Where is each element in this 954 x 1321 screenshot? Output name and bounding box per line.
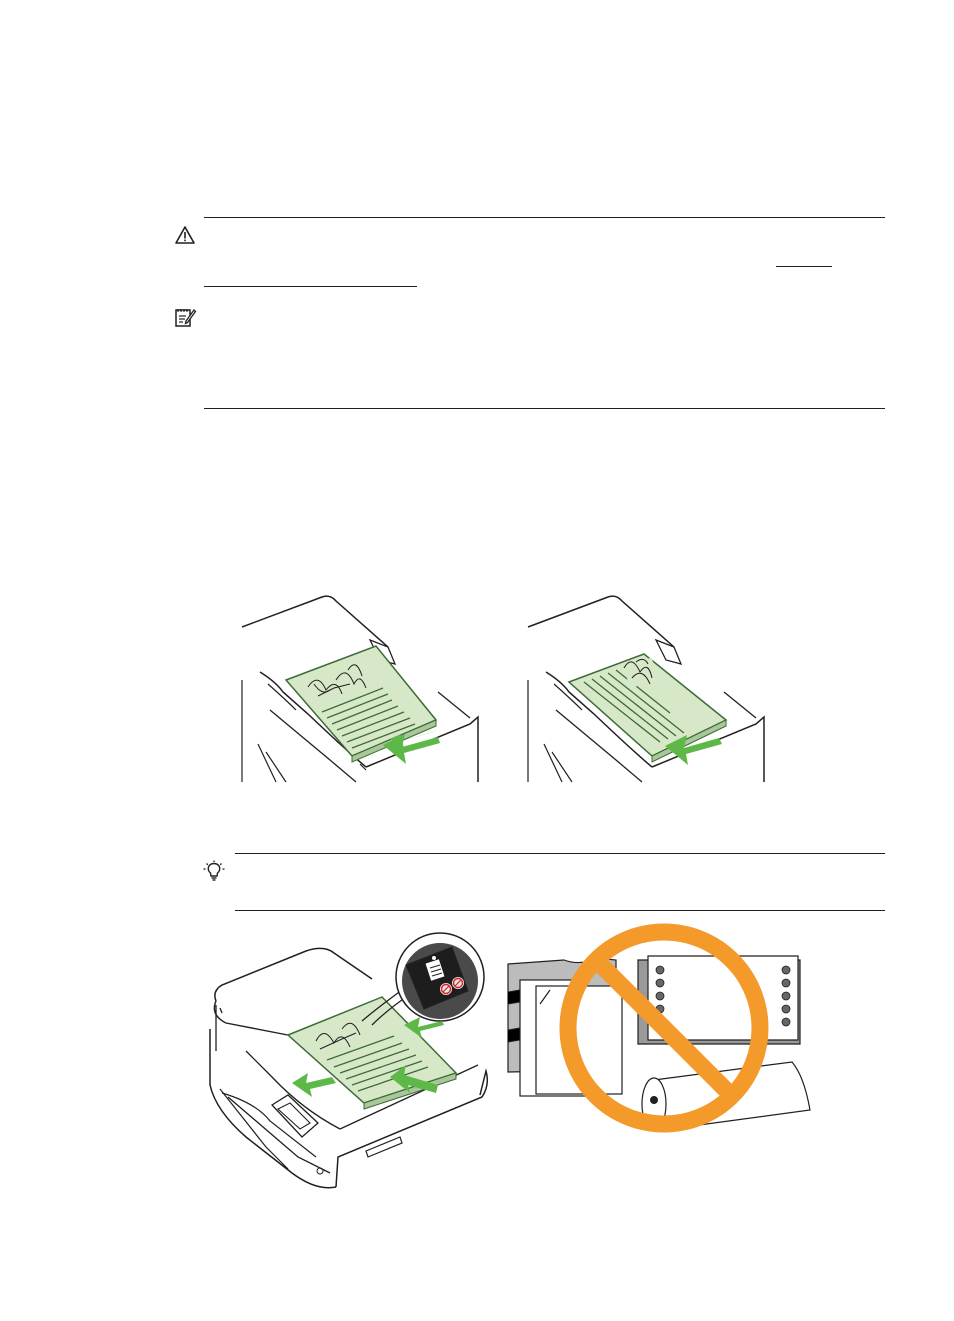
lightbulb-icon bbox=[203, 860, 225, 882]
printer-adf-guides-figure bbox=[206, 925, 492, 1195]
note-bottom-rule bbox=[204, 408, 885, 409]
warning-icon bbox=[175, 226, 195, 244]
note-icon bbox=[174, 306, 196, 328]
unsupported-media-figure bbox=[500, 920, 820, 1140]
caution-link-underline-1[interactable] bbox=[776, 266, 832, 267]
caution-link-underline-2[interactable] bbox=[204, 286, 417, 287]
tip-bottom-rule bbox=[235, 910, 885, 911]
printer-adf-portrait-figure bbox=[238, 592, 488, 787]
printer-adf-landscape-figure bbox=[524, 592, 774, 787]
tip-top-rule bbox=[235, 853, 885, 854]
caution-top-rule bbox=[204, 217, 885, 218]
